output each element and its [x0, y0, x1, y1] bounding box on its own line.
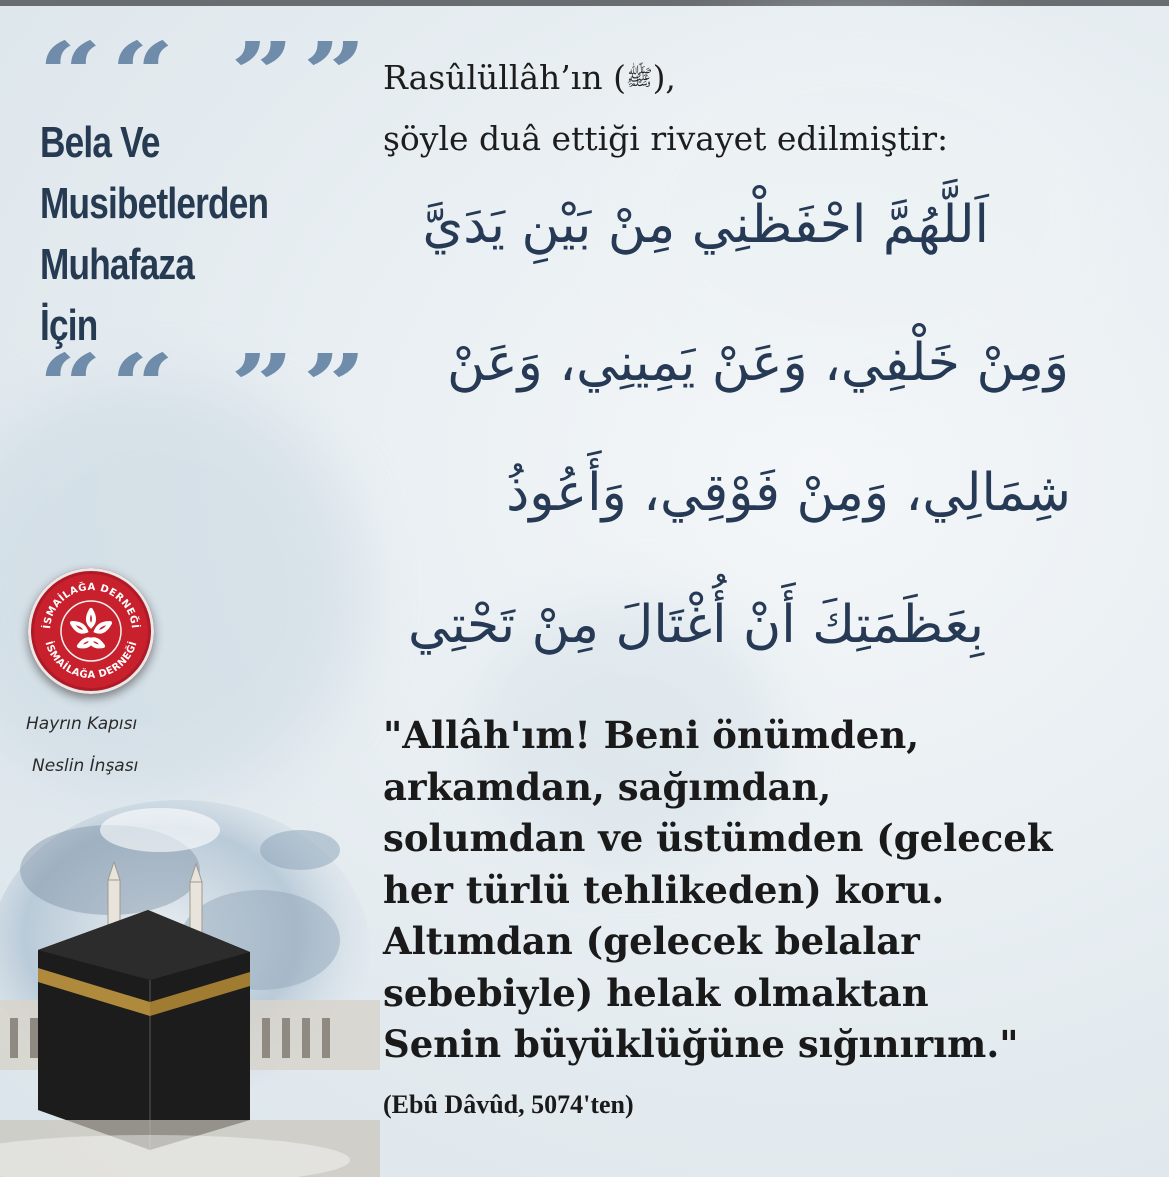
translation-line: solumdan ve üstümden (gelecek — [383, 816, 1053, 860]
intro-line: şöyle duâ ettiği rivayet edilmiştir: — [383, 119, 949, 158]
translation-line: Senin büyüklüğüne sığınırım." — [383, 1022, 1019, 1066]
arabic-prayer-line: بِعَظَمَتِكَ أَنْ أُغْتَالَ مِنْ تَحْتِي — [407, 595, 984, 655]
translation-line: Altımdan (gelecek belalar — [383, 919, 920, 963]
ismailaga-dernegi-seal-icon — [28, 568, 154, 694]
title-line: Bela Ve — [40, 118, 160, 167]
quote-marks-top-icon: ““ ”” — [38, 24, 375, 123]
title-line: Muhafaza — [40, 240, 194, 289]
translation-text — [383, 710, 1153, 1071]
source-citation: (Ebû Dâvûd, 5074'ten) — [383, 1090, 634, 1119]
title-line: İçin — [40, 301, 98, 350]
intro-line1-prefix: Rasûlüllâh’ın ( — [383, 58, 626, 97]
svg-text:İSMAİLAĞA DERNEĞİ — [39, 580, 143, 629]
title-line: Musibetlerden — [40, 179, 269, 228]
slogan-line: Neslin İnşası — [32, 756, 139, 776]
top-border — [0, 0, 1169, 6]
intro-line — [383, 48, 1143, 109]
translation-line: arkamdan, sağımdan, — [383, 764, 832, 809]
quote-marks-bottom-icon: ““ ”” — [38, 336, 375, 435]
arabic-prayer-line: شِمَالِي، وَمِنْ فَوْقِي، وَأَعُوذُ — [506, 463, 1071, 523]
intro-line1-suffix: ), — [652, 58, 676, 97]
salawat-glyph: ﷺ — [625, 66, 653, 91]
kaaba-illustration — [0, 790, 380, 1177]
slogan-line: Hayrın Kapısı — [26, 714, 138, 734]
intro-text — [383, 48, 1143, 169]
logo-ring-text: İSMAİLAĞA DERNEĞİ — [42, 581, 140, 630]
logo-ring-text: İSMAİLAĞA DERNEĞİ — [42, 640, 140, 682]
arabic-prayer-line: اَللَّهُمَّ احْفَظْنِي مِنْ بَيْنِ يَدَيَّ — [422, 195, 989, 255]
translation-line: sebebiyle) helak olmaktan — [383, 970, 929, 1015]
translation-line: her türlü tehlikeden) koru. — [383, 867, 945, 912]
translation-line: "Allâh'ım! Beni önümden, — [383, 713, 920, 757]
page-title — [40, 112, 280, 356]
arabic-prayer-line: وَمِنْ خَلْفِي، وَعَنْ يَمِينِي، وَعَنْ — [447, 333, 1069, 393]
svg-text:İSMAİLAĞA DERNEĞİ — [42, 639, 139, 681]
